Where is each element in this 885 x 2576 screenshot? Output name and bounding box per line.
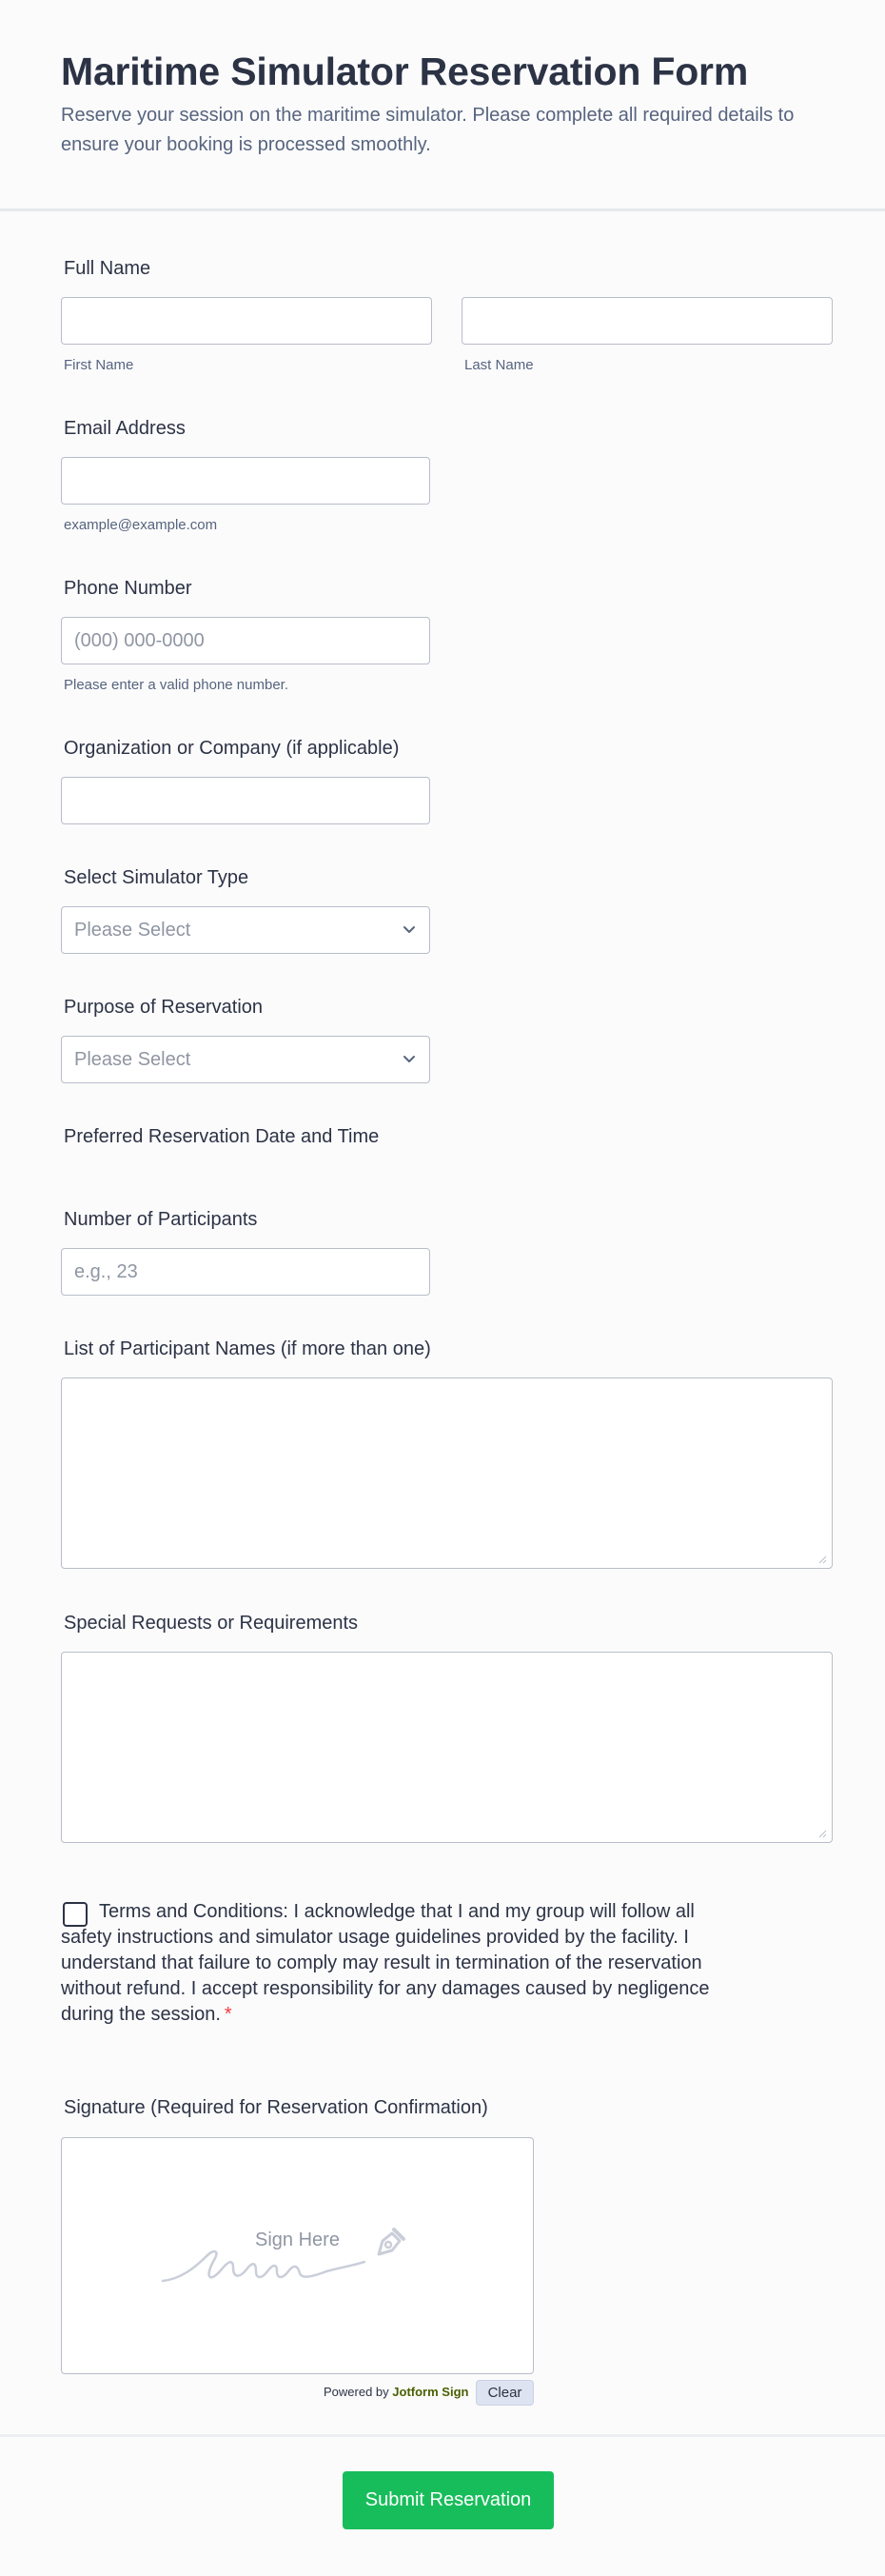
simulator-type-label: Select Simulator Type bbox=[64, 867, 249, 888]
page-subtitle: Reserve your session on the maritime simulator. Please complete all required details to ensure your booking is processed smoothly. bbox=[61, 105, 795, 155]
first-name-sublabel: First Name bbox=[64, 357, 134, 373]
required-indicator: * bbox=[224, 2004, 232, 2025]
date-time-label: Preferred Reservation Date and Time bbox=[64, 1126, 380, 1147]
pen-nib-icon bbox=[371, 2224, 409, 2262]
purpose-selected: Please Select bbox=[74, 1049, 191, 1070]
signature-scribble-icon bbox=[62, 2138, 535, 2375]
resize-grip-icon[interactable] bbox=[817, 1829, 827, 1838]
purpose-label: Purpose of Reservation bbox=[64, 997, 264, 1018]
terms-text bbox=[61, 1899, 746, 2028]
last-name-sublabel: Last Name bbox=[464, 357, 534, 373]
participant-names-label: List of Participant Names (if more than one) bbox=[64, 1338, 431, 1359]
terms-label: Terms and Conditions: I acknowledge that I and my group will follow all safety instructions and simulator usage guidelines provided by the facility. I understand that failure to comply may result in termination of the reservation without refund. I accept responsibility for any damages caused by negligence during the session. bbox=[61, 1901, 710, 2025]
page-title: Maritime Simulator Reservation Form bbox=[61, 50, 749, 93]
form-header bbox=[0, 0, 885, 211]
organization-label: Organization or Company (if applicable) bbox=[64, 738, 400, 759]
phone-sublabel: Please enter a valid phone number. bbox=[64, 677, 288, 693]
participant-names-textarea[interactable] bbox=[61, 1377, 833, 1569]
special-requests-label: Special Requests or Requirements bbox=[64, 1613, 359, 1634]
special-requests-textarea[interactable] bbox=[61, 1652, 833, 1843]
submit-button[interactable]: Submit Reservation bbox=[343, 2471, 554, 2529]
simulator-type-select[interactable] bbox=[61, 906, 430, 954]
simulator-type-selected: Please Select bbox=[74, 920, 191, 941]
organization-input[interactable] bbox=[61, 777, 430, 824]
resize-grip-icon[interactable] bbox=[817, 1555, 827, 1564]
terms-checkbox[interactable] bbox=[63, 1902, 88, 1927]
powered-by bbox=[324, 2385, 468, 2399]
email-sublabel: example@example.com bbox=[64, 517, 218, 533]
purpose-select[interactable] bbox=[61, 1036, 430, 1083]
powered-prefix: Powered by bbox=[324, 2385, 389, 2399]
powered-brand: Jotform Sign bbox=[392, 2385, 469, 2399]
signature-pad[interactable] bbox=[61, 2137, 534, 2374]
participants-label: Number of Participants bbox=[64, 1209, 258, 1230]
participants-input[interactable] bbox=[61, 1248, 430, 1296]
email-label: Email Address bbox=[64, 418, 186, 439]
phone-input[interactable] bbox=[61, 617, 430, 664]
clear-signature-button[interactable]: Clear bbox=[476, 2380, 534, 2406]
last-name-input[interactable] bbox=[462, 297, 833, 345]
phone-label: Phone Number bbox=[64, 578, 192, 599]
chevron-down-icon bbox=[402, 1051, 417, 1066]
footer-divider bbox=[0, 2434, 885, 2437]
first-name-input[interactable] bbox=[61, 297, 432, 345]
signature-placeholder: Sign Here bbox=[255, 2229, 340, 2250]
chevron-down-icon bbox=[402, 921, 417, 937]
signature-label: Signature (Required for Reservation Confirmation) bbox=[64, 2097, 488, 2118]
email-input[interactable] bbox=[61, 457, 430, 505]
full-name-label: Full Name bbox=[64, 258, 151, 279]
